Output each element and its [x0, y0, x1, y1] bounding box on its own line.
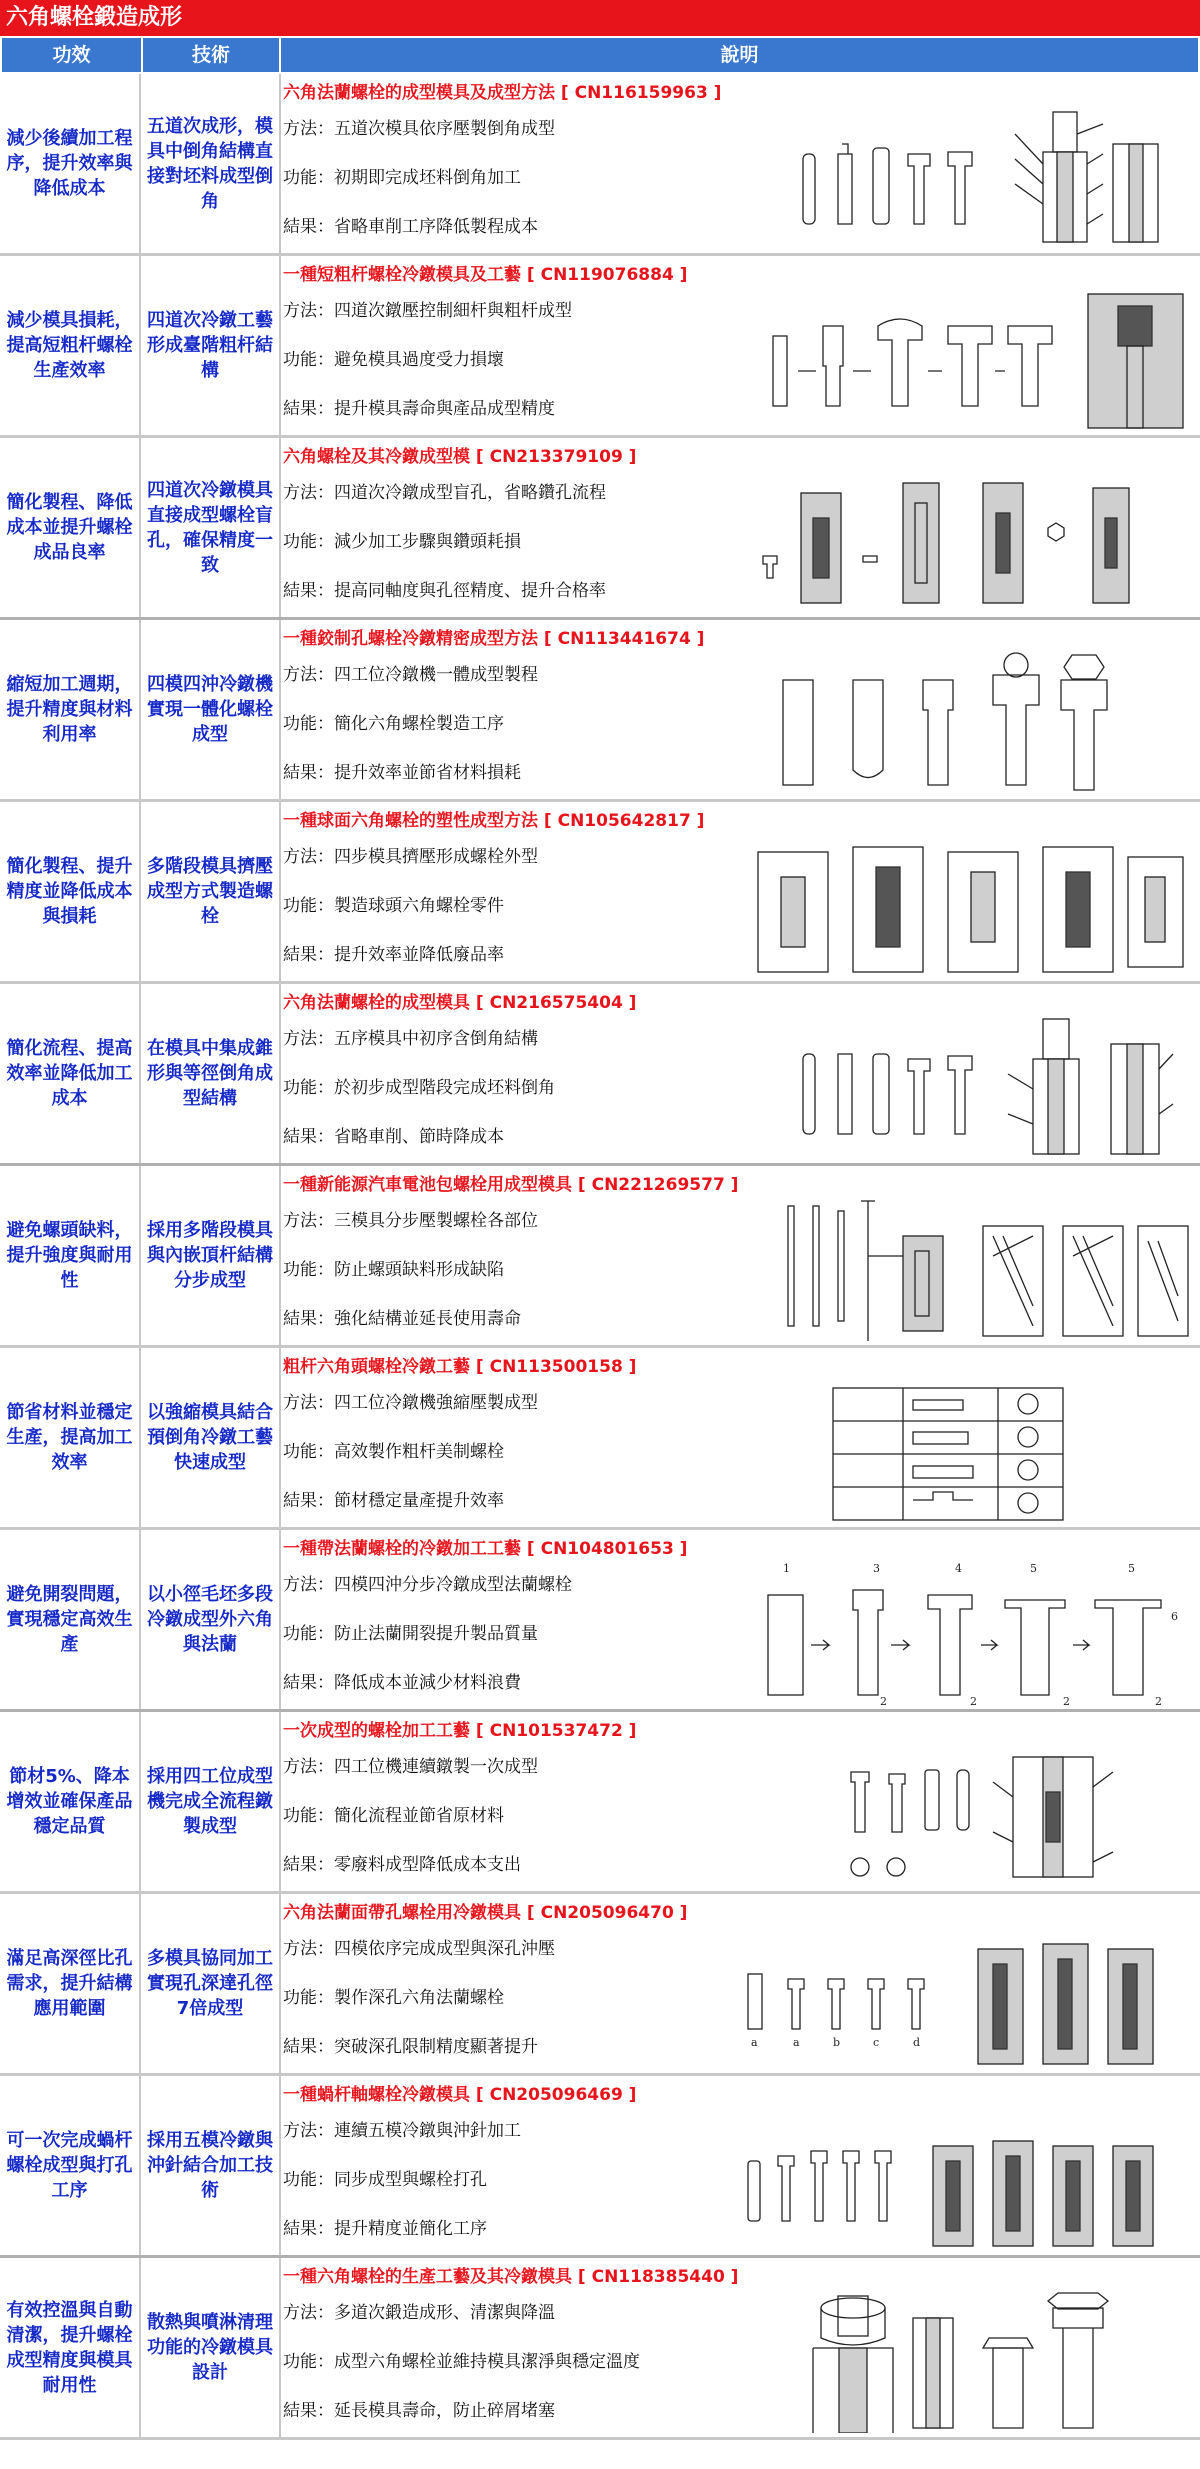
deep-hole-die-drawing-icon — [743, 1924, 1193, 2069]
result-text: 結果：省略車削工序降低製程成本 — [283, 217, 538, 237]
method-text: 方法：四工位冷鐓機一體成型製程 — [283, 665, 538, 685]
spherical-head-die-drawing-icon — [743, 832, 1193, 977]
patent-title: 六角法蘭螺栓的成型模具及成型方法 [ CN116159963 ] — [283, 83, 722, 103]
worm-shaft-die-drawing-icon — [743, 2106, 1193, 2251]
function-text: 功能：避免模具過度受力損壞 — [283, 350, 504, 370]
patent-title: 六角法蘭面帶孔螺栓用冷鐓模具 [ CN205096470 ] — [283, 1903, 688, 1923]
table-row — [0, 2076, 1200, 2258]
method-text: 方法：四步模具擠壓形成螺栓外型 — [283, 847, 538, 867]
flange-bolt-die-drawing-icon — [743, 1014, 1193, 1159]
effect-cell: 簡化流程、提高效率並降低加工成本 — [0, 984, 141, 1163]
desc-cell — [283, 1712, 1200, 1891]
tech-cell: 四道次冷鐓工藝形成臺階粗杆結構 — [141, 256, 281, 435]
patent-title: 六角法蘭螺栓的成型模具 [ CN216575404 ] — [283, 993, 637, 1013]
tech-cell: 四道次冷鐓模具直接成型螺栓盲孔，確保精度一致 — [141, 438, 281, 617]
effect-cell: 有效控溫與自動清潔，提升螺栓成型精度與模具耐用性 — [0, 2258, 141, 2437]
result-text: 結果：提升模具壽命與產品成型精度 — [283, 399, 555, 419]
patent-title: 一種蝸杆軸螺栓冷鐓模具 [ CN205096469 ] — [283, 2085, 637, 2105]
patent-title: 一種球面六角螺栓的塑性成型方法 [ CN105642817 ] — [283, 811, 705, 831]
cooling-spray-die-drawing-icon — [743, 2288, 1193, 2433]
tech-cell: 多階段模具擠壓成型方式製造螺栓 — [141, 802, 281, 981]
figure-label: 2 — [1155, 1695, 1162, 1705]
desc-cell — [283, 984, 1200, 1163]
figure-label: 2 — [1063, 1695, 1070, 1705]
desc-cell — [283, 2258, 1200, 2437]
desc-cell — [283, 1166, 1200, 1345]
desc-cell — [283, 1894, 1200, 2073]
effect-cell: 簡化製程、降低成本並提升螺栓成品良率 — [0, 438, 141, 617]
method-text: 方法：連續五模冷鐓與沖針加工 — [283, 2121, 521, 2141]
figure-label: 2 — [880, 1695, 887, 1705]
function-text: 功能：成型六角螺栓並維持模具潔淨與穩定溫度 — [283, 2352, 640, 2372]
patent-title: 一種帶法蘭螺栓的冷鐓加工工藝 [ CN104801653 ] — [283, 1539, 688, 1559]
patent-title: 粗杆六角頭螺栓冷鐓工藝 [ CN113500158 ] — [283, 1357, 637, 1377]
table-row — [0, 620, 1200, 802]
result-text: 結果：節材穩定量產提升效率 — [283, 1491, 504, 1511]
desc-cell — [283, 620, 1200, 799]
result-text: 結果：延長模具壽命，防止碎屑堵塞 — [283, 2401, 555, 2421]
table-row — [0, 1530, 1200, 1712]
process-table-drawing-icon — [743, 1378, 1193, 1523]
header-effect: 功效 — [2, 38, 141, 72]
figure-label: 2 — [970, 1695, 977, 1705]
result-text: 結果：突破深孔限制精度顯著提升 — [283, 2037, 538, 2057]
method-text: 方法：五序模具中初序含倒角結構 — [283, 1029, 538, 1049]
effect-cell: 節材5%、降本增效並確保產品穩定品質 — [0, 1712, 141, 1891]
method-text: 方法：四工位機連續鐓製一次成型 — [283, 1757, 538, 1777]
header-desc: 說明 — [281, 38, 1198, 72]
figure-label: 5 — [1030, 1562, 1037, 1575]
tech-cell: 以小徑毛坯多段冷鐓成型外六角與法蘭 — [141, 1530, 281, 1709]
result-text: 結果：提升精度並簡化工序 — [283, 2219, 487, 2239]
patent-title: 一種六角螺栓的生產工藝及其冷鐓模具 [ CN118385440 ] — [283, 2267, 739, 2287]
effect-cell: 避免螺頭缺料，提升強度與耐用性 — [0, 1166, 141, 1345]
blind-hole-die-drawing-icon — [743, 468, 1193, 613]
method-text: 方法：四道次冷鐓成型盲孔，省略鑽孔流程 — [283, 483, 606, 503]
desc-cell — [283, 2076, 1200, 2255]
result-text: 結果：降低成本並減少材料浪費 — [283, 1673, 521, 1693]
effect-cell: 滿足高深徑比孔需求，提升結構應用範圍 — [0, 1894, 141, 2073]
result-text: 結果：提升效率並節省材料損耗 — [283, 763, 521, 783]
tech-cell: 四模四沖冷鐓機實現一體化螺栓成型 — [141, 620, 281, 799]
table-row — [0, 1894, 1200, 2076]
function-text: 功能：簡化六角螺栓製造工序 — [283, 714, 504, 734]
table-row — [0, 256, 1200, 438]
function-text: 功能：初期即完成坯料倒角加工 — [283, 168, 521, 188]
patent-title: 一種短粗杆螺栓冷鐓模具及工藝 [ CN119076884 ] — [283, 265, 688, 285]
staged-blanks-and-die-drawing-icon — [743, 104, 1193, 249]
method-text: 方法：五道次模具依序壓製倒角成型 — [283, 119, 555, 139]
method-text: 方法：多道次鍛造成形、清潔與降溫 — [283, 2303, 555, 2323]
tech-cell: 散熱與噴淋清理功能的冷鐓模具設計 — [141, 2258, 281, 2437]
one-shot-forming-drawing-icon — [743, 1742, 1193, 1887]
figure-label: c — [873, 2036, 880, 2049]
tech-cell: 多模具協同加工實現孔深達孔徑7倍成型 — [141, 1894, 281, 2073]
tech-cell: 在模具中集成錐形與等徑倒角成型結構 — [141, 984, 281, 1163]
table-row — [0, 74, 1200, 256]
method-text: 方法：三模具分步壓製螺栓各部位 — [283, 1211, 538, 1231]
effect-cell: 減少模具損耗，提高短粗杆螺栓生產效率 — [0, 256, 141, 435]
patent-table — [0, 74, 1200, 2440]
result-text: 結果：零廢料成型降低成本支出 — [283, 1855, 521, 1875]
table-row — [0, 1166, 1200, 1348]
patent-title: 一種新能源汽車電池包螺栓用成型模具 [ CN221269577 ] — [283, 1175, 739, 1195]
table-row — [0, 2258, 1200, 2440]
desc-cell — [283, 802, 1200, 981]
reamed-hole-bolt-stages-drawing-icon — [743, 650, 1193, 795]
method-text: 方法：四工位冷鐓機強縮壓製成型 — [283, 1393, 538, 1413]
function-text: 功能：製作深孔六角法蘭螺栓 — [283, 1988, 504, 2008]
table-row — [0, 438, 1200, 620]
effect-cell: 縮短加工週期，提升精度與材料利用率 — [0, 620, 141, 799]
function-text: 功能：防止螺頭缺料形成缺陷 — [283, 1260, 504, 1280]
function-text: 功能：製造球頭六角螺栓零件 — [283, 896, 504, 916]
table-row — [0, 1348, 1200, 1530]
function-text: 功能：減少加工步驟與鑽頭耗損 — [283, 532, 521, 552]
figure-label: a — [751, 2036, 758, 2049]
table-row — [0, 1712, 1200, 1894]
result-text: 結果：提升效率並降低廢品率 — [283, 945, 504, 965]
patent-title: 一次成型的螺栓加工工藝 [ CN101537472 ] — [283, 1721, 637, 1741]
desc-cell — [283, 1348, 1200, 1527]
desc-cell — [283, 438, 1200, 617]
function-text: 功能：於初步成型階段完成坯料倒角 — [283, 1078, 555, 1098]
effect-cell: 可一次完成蝸杆螺栓成型與打孔工序 — [0, 2076, 141, 2255]
figure-label: 5 — [1128, 1562, 1135, 1575]
four-stage-upsetting-drawing-icon — [743, 286, 1193, 431]
desc-cell — [283, 256, 1200, 435]
effect-cell: 避免開裂問題，實現穩定高效生產 — [0, 1530, 141, 1709]
table-row — [0, 802, 1200, 984]
patent-title: 一種鉸制孔螺栓冷鐓精密成型方法 [ CN113441674 ] — [283, 629, 705, 649]
table-row — [0, 984, 1200, 1166]
result-text: 結果：強化結構並延長使用壽命 — [283, 1309, 521, 1329]
effect-cell: 簡化製程、提升精度並降低成本與損耗 — [0, 802, 141, 981]
figure-label: a — [793, 2036, 800, 2049]
tech-cell: 採用四工位成型機完成全流程鐓製成型 — [141, 1712, 281, 1891]
result-text: 結果：省略車削、節時降成本 — [283, 1127, 504, 1147]
method-text: 方法：四模四沖分步冷鐓成型法蘭螺栓 — [283, 1575, 572, 1595]
desc-cell — [283, 1530, 1200, 1709]
effect-cell: 節省材料並穩定生產，提高加工效率 — [0, 1348, 141, 1527]
desc-cell — [283, 74, 1200, 253]
function-text: 功能：同步成型與螺栓打孔 — [283, 2170, 487, 2190]
figure-label: 1 — [783, 1562, 790, 1575]
figure-label: d — [913, 2036, 921, 2049]
result-text: 結果：提高同軸度與孔徑精度、提升合格率 — [283, 581, 606, 601]
page-title: 六角螺栓鍛造成形 — [0, 0, 1200, 36]
figure-label: 6 — [1171, 1610, 1178, 1623]
flange-cold-heading-stages-drawing-icon — [743, 1560, 1193, 1705]
tech-cell: 採用五模冷鐓與沖針結合加工技術 — [141, 2076, 281, 2255]
header-tech: 技術 — [143, 38, 279, 72]
function-text: 功能：簡化流程並節省原材料 — [283, 1806, 504, 1826]
tech-cell: 以強縮模具結合預倒角冷鐓工藝快速成型 — [141, 1348, 281, 1527]
tech-cell: 五道次成形，模具中倒角結構直接對坯料成型倒角 — [141, 74, 281, 253]
method-text: 方法：四道次鐓壓控制細杆與粗杆成型 — [283, 301, 572, 321]
figure-label: 3 — [873, 1562, 880, 1575]
function-text: 功能：高效製作粗杆美制螺栓 — [283, 1442, 504, 1462]
function-text: 功能：防止法蘭開裂提升製品質量 — [283, 1624, 538, 1644]
battery-pack-bolt-die-drawing-icon — [743, 1196, 1193, 1341]
method-text: 方法：四模依序完成成型與深孔沖壓 — [283, 1939, 555, 1959]
figure-label: 4 — [955, 1562, 962, 1575]
tech-cell: 採用多階段模具與內嵌頂杆結構分步成型 — [141, 1166, 281, 1345]
patent-title: 六角螺栓及其冷鐓成型模 [ CN213379109 ] — [283, 447, 637, 467]
effect-cell: 減少後續加工程序，提升效率與降低成本 — [0, 74, 141, 253]
figure-label: b — [833, 2036, 841, 2049]
